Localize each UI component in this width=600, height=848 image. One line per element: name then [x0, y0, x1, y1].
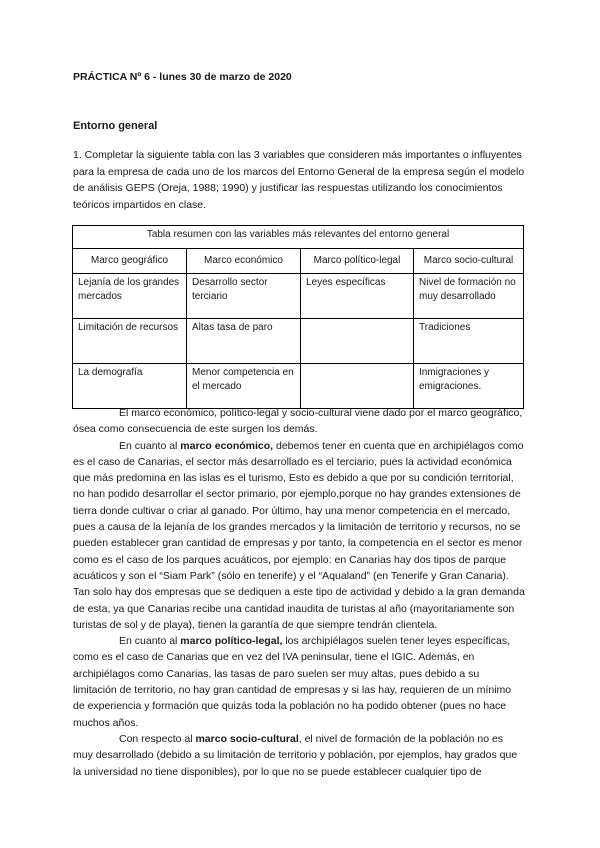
body-text: [73, 405, 525, 780]
table-cell: Nivel de formación no muy desarrollado: [414, 274, 524, 319]
table-cell: Inmigraciones y emigraciones.: [414, 364, 524, 409]
table-row: [73, 319, 524, 364]
table-row: [73, 364, 524, 409]
paragraph-text: , el nivel de formación de la población no es muy desarrollado (debido a su limitación de territorio y población, por ejemplos, hay grados que la universidad no tiene disponibles), por lo que no se puede establecer cualquier tipo de: [73, 732, 518, 778]
paragraph-text: debemos tener en cuenta que en archipiélagos como es el caso de Canarias, el sector más desarrollado es el terciario, pues la actividad económica que más predomina en las islas es el turismo, Esto es debido a que por su condición territorial, no han podido desarrollar el sector primario, por ejemplo,porque no hay grandes extensiones de tierra donde cultivar o criar al ganado. Por último, hay una menor competencia en el mercado, pues a causa de la lejanía de los grandes mercados y la limitación de territorio y recursos, no se pueden establecer gran cantidad de empresas y por tanto, la competencia en el sector es menor como es el caso de los parques acuáticos, por ejemplo: en Canarias hay dos tipos de parque acuáticos y son el “Siam Park” (sólo en tenerife) y el “Aqualand” (en Tenerife y Gran Canaria). Tan solo hay dos empresas que se dediquen a este tipo de actividad y debido a la gran demanda de esta, ya que Canarias recibe una cantidad inaudita de turistas al año (mayoritariamente son turistas de sol y de playa), tienen la garantía de que siempre tendrán clientela.: [73, 439, 525, 631]
paragraph-lead: En cuanto al: [119, 439, 181, 452]
paragraph-keyword: marco político-legal,: [180, 635, 283, 648]
column-header: Marco geográfico: [73, 249, 187, 274]
paragraph-keyword: marco socio-cultural: [195, 732, 299, 745]
paragraph-keyword: marco económico,: [180, 439, 274, 452]
paragraph-political-legal: [73, 633, 525, 731]
table-row: [73, 274, 524, 319]
table-cell: Limitación de recursos: [73, 319, 187, 364]
column-header: Marco político-legal: [301, 249, 414, 274]
section-heading: Entorno general: [73, 120, 158, 132]
table-cell: [301, 364, 414, 409]
table-cell: La demografía: [73, 364, 187, 409]
table-cell: Leyes específicas: [301, 274, 414, 319]
intro-paragraph: 1. Completar la siguiente tabla con las 3 variables que consideren más importantes o influyentes para la empresa de cada uno de los marcos del Entorno General de la empresa según el modelo de análisis GEPS (Oreja, 1988; 1990) y justificar las respuestas utilizando los conocimientos teóricos impartidos en clase.: [73, 149, 525, 212]
table-cell: [301, 319, 414, 364]
paragraph-lead: En cuanto al: [119, 635, 181, 648]
table-cell: Tradiciones: [414, 319, 524, 364]
paragraph-lead: Con respecto al: [119, 732, 196, 745]
paragraph-socio-cultural: [73, 731, 525, 780]
document-title: PRÁCTICA Nº 6 - lunes 30 de marzo de 2020: [73, 71, 292, 83]
table-cell: Menor competencia en el mercado: [187, 364, 301, 409]
table-cell: Altas tasa de paro: [187, 319, 301, 364]
table-cell: Lejanía de los grandes mercados: [73, 274, 187, 319]
table-cell: Desarrollo sector terciario: [187, 274, 301, 319]
paragraph-economic: [73, 438, 525, 634]
paragraph-text: los archipiélagos suelen tener leyes específicas, como es el caso de Canarias que en vez del IVA peninsular, tiene el IGIC. Además, en archipiélagos como Canarias, las tasas de paro suelen ser muy altas, pues debido a su limitación de territorio, no hay gran cantidad de empresas y si las hay, requieren de un mínimo de experiencia y formación que quizás toda la población no ha podido obtener (pues no hace muchos años.: [73, 635, 512, 729]
column-header: Marco económico: [187, 249, 301, 274]
summary-table: [72, 225, 524, 409]
table-caption: Tabla resumen con las variables más relevantes del entorno general: [73, 226, 524, 249]
paragraph-intro: El marco económico, político-legal y socio-cultural viene dado por el marco geográfico, ósea como consecuencia de este surgen los demás.: [73, 407, 523, 436]
column-header: Marco socio-cultural: [414, 249, 524, 274]
